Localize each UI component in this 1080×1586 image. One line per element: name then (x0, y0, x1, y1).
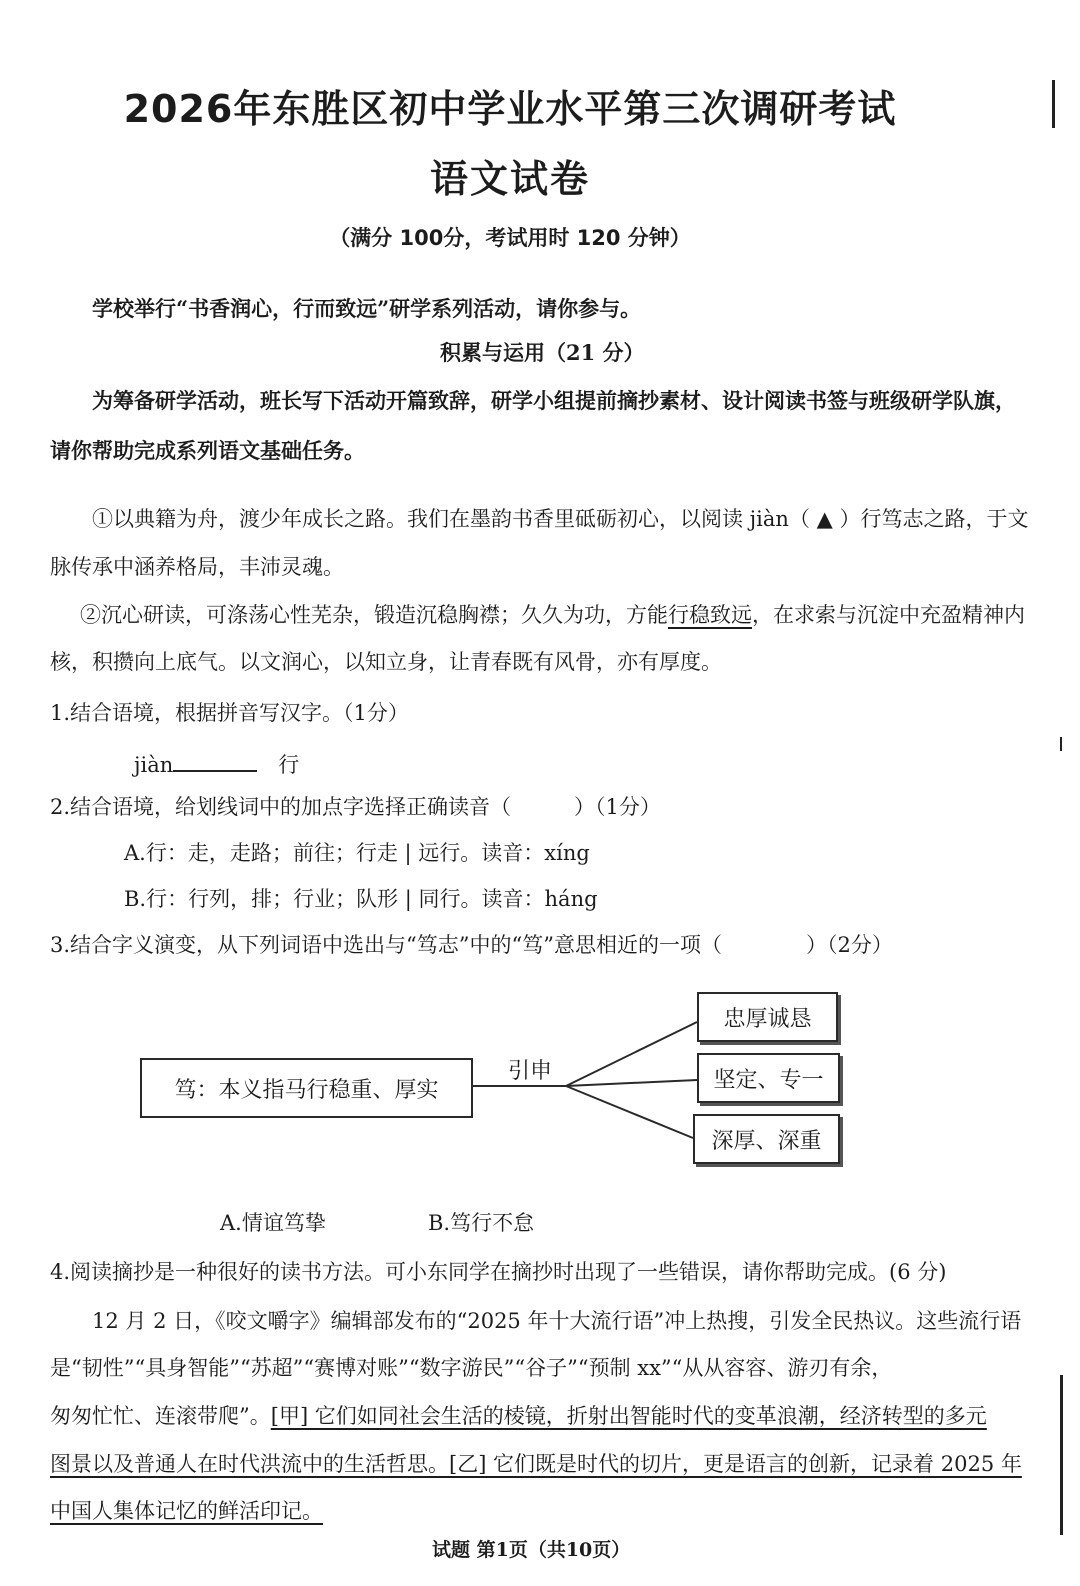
diagram-branch-line-3 (566, 1086, 693, 1138)
excerpt-line5: 中国人集体记忆的鲜活印记。 (50, 1499, 323, 1523)
diagram-branch-1 (697, 992, 838, 1042)
section-title: 积累与运用（21 分） (440, 340, 645, 365)
task-intro-line1: 为筹备研学活动，班长写下活动开篇致辞，研学小组提前摘抄素材、设计阅读书签与班级研学队旗， (92, 388, 1016, 413)
question-1: 1.结合语境，根据拼音写汉字。（1分） (50, 701, 409, 725)
q1-char: 行 (278, 753, 300, 777)
passage-p2-text-b: ，在求索与沉淀中充盈精神内 (752, 603, 1025, 627)
question-2-option-b: B.行：行列，排；行业；队形 | 同行。读音：háng (124, 887, 598, 911)
excerpt-line2: 是“韧性”“具身智能”“苏超”“赛博对账”“数字游民”“谷子”“预制 xx”“从从容容、游刃有余， (50, 1356, 893, 1380)
scan-edge-mark (1052, 80, 1055, 128)
activity-intro: 学校举行“书香润心，行而致远”研学系列活动，请你参与。 (92, 296, 642, 321)
diagram-branch-3 (693, 1114, 840, 1164)
diagram-branch-line-2 (566, 1080, 697, 1086)
question-3: 3.结合字义演变，从下列词语中选出与“笃志”中的“笃”意思相近的一项（ ）（2分） (50, 933, 893, 957)
diagram-connector-label: 引申 (508, 1059, 553, 1084)
diagram-branch-1-text: 忠厚诚恳 (723, 1006, 812, 1032)
scan-edge-mark (1060, 737, 1062, 751)
diagram-branch-2-text: 坚定、专一 (713, 1067, 824, 1093)
page-footer: 试题 第1页（共10页） (432, 1539, 631, 1561)
diagram-branch-3-text: 深厚、深重 (711, 1128, 822, 1154)
scan-edge-mark (1060, 1375, 1063, 1535)
exam-info: （满分 100分，考试用时 120 分钟） (329, 226, 691, 250)
diagram-branch-2 (697, 1053, 840, 1103)
question-4: 4.阅读摘抄是一种很好的读书方法。可小东同学在摘抄时出现了一些错误，请你帮助完成。(6 分) (50, 1260, 947, 1284)
question-3-option-a: A.情谊笃挚 (220, 1211, 326, 1235)
q1-pinyin: jiàn (134, 753, 174, 777)
question-2-option-a: A.行：走，走路；前往；行走 | 远行。读音：xíng (124, 841, 590, 865)
task-intro-line2: 请你帮助完成系列语文基础任务。 (50, 438, 365, 463)
exam-subject: 语文试卷 (429, 157, 590, 201)
excerpt-line4: 图景以及普通人在时代洪流中的生活哲思。[乙] 它们既是时代的切片，更是语言的创新，记录着 2025 年 (50, 1452, 1022, 1476)
diagram-branch-line-1 (566, 1022, 697, 1086)
exam-title: 2026年东胜区初中学业水平第三次调研考试 (123, 87, 897, 131)
excerpt-line3-a: 匆匆忙忙、连滚带爬”。 (50, 1404, 271, 1428)
underlined-phrase: 行稳致远 (668, 603, 752, 627)
question-2: 2.结合语境，给划线词中的加点字选择正确读音（ ）（1分） (50, 795, 661, 819)
excerpt-line3-underlined: [甲] 它们如同社会生活的棱镜，折射出智能时代的变革浪潮，经济转型的多元 (270, 1404, 987, 1428)
question-3-option-b: B.笃行不怠 (428, 1211, 535, 1235)
passage-p1-line1: ①以典籍为舟，渡少年成长之路。我们在墨韵书香里砥砺初心，以阅读 jiàn（ ▲ ）行笃志之路，于文 (92, 507, 1029, 531)
excerpt-line1: 12 月 2 日，《咬文嚼字》编辑部发布的“2025 年十大流行语”冲上热搜，引发全民热议。这些流行语 (92, 1309, 1022, 1333)
passage-p1-line2: 脉传承中涵养格局，丰沛灵魂。 (50, 555, 344, 579)
passage-p2-line2: 核，积攒向上底气。以文润心，以知立身，让青春既有风骨，亦有厚度。 (50, 650, 722, 674)
diagram-main-text: 笃：本义指马行稳重、厚实 (174, 1077, 439, 1103)
excerpt-line3 (50, 1406, 987, 1427)
passage-p2-text-a: ②沉心研读，可涤荡心性芜杂，锻造沉稳胸襟；久久为功，方能 (80, 603, 668, 627)
